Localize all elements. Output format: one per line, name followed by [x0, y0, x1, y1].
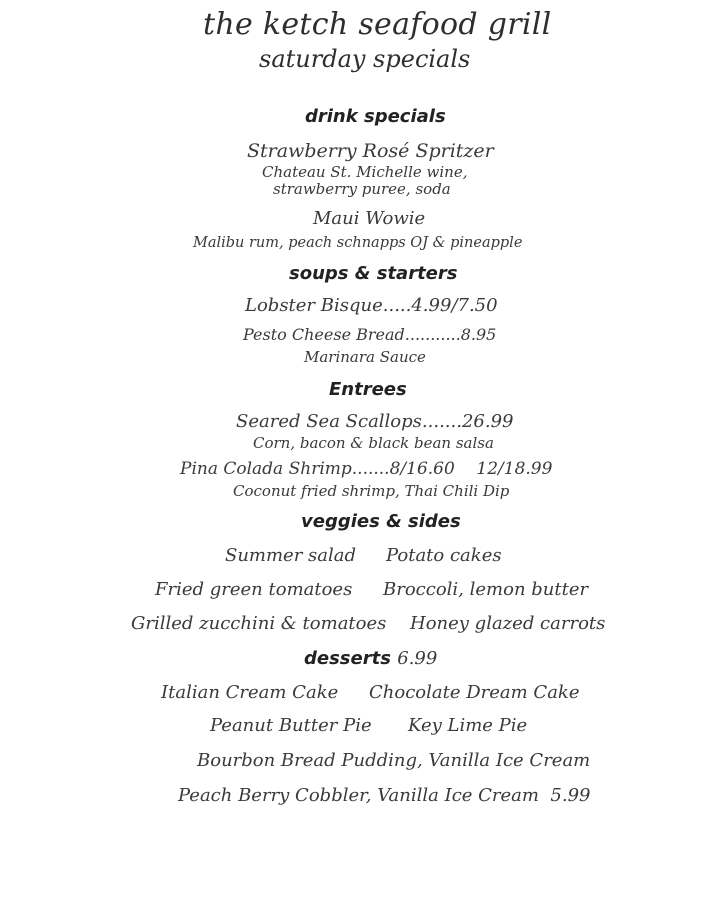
starter-item-description: Marinara Sauce: [304, 348, 426, 366]
dessert-item: Peach Berry Cobbler, Vanilla Ice Cream 5.99: [178, 785, 591, 806]
section-heading-entrees: Entrees: [329, 379, 407, 400]
restaurant-name: the ketch seafood grill: [203, 7, 552, 42]
entree-item: Seared Sea Scallops.......26.99: [236, 411, 514, 432]
starter-item: Pesto Cheese Bread...........8.95: [243, 325, 497, 344]
section-heading-drinks: drink specials: [305, 106, 446, 127]
section-heading-desserts: [304, 650, 437, 668]
entree-item-description: Coconut fried shrimp, Thai Chili Dip: [233, 482, 510, 500]
dessert-item: Chocolate Dream Cake: [369, 682, 580, 703]
side-item: Fried green tomatoes: [155, 579, 353, 600]
drink-item-name: Maui Wowie: [313, 208, 426, 229]
menu-subtitle: saturday specials: [259, 45, 471, 73]
side-item: Broccoli, lemon butter: [383, 579, 589, 600]
dessert-item: Peanut Butter Pie: [210, 715, 372, 736]
side-item: Potato cakes: [386, 545, 502, 566]
dessert-item: Key Lime Pie: [408, 715, 528, 736]
dessert-item: Bourbon Bread Pudding, Vanilla Ice Cream: [197, 750, 591, 771]
drink-item-description: Chateau St. Michelle wine,: [262, 163, 468, 181]
drink-item-description: Malibu rum, peach schnapps OJ & pineapple: [193, 235, 523, 251]
desserts-heading-label: desserts: [304, 648, 391, 669]
starter-item: Lobster Bisque.....4.99/7.50: [245, 295, 498, 316]
entree-item-description: Corn, bacon & black bean salsa: [253, 434, 494, 452]
dessert-item: Italian Cream Cake: [161, 682, 339, 703]
drink-item-name: Strawberry Rosé Spritzer: [247, 140, 494, 162]
side-item: Honey glazed carrots: [410, 613, 606, 634]
section-heading-starters: soups & starters: [289, 263, 458, 284]
side-item: Grilled zucchini & tomatoes: [131, 613, 387, 634]
side-item: Summer salad: [225, 545, 357, 566]
entree-item: Pina Colada Shrimp.......8/16.60 12/18.99: [180, 459, 553, 479]
desserts-price: 6.99: [397, 648, 438, 669]
drink-item-description: strawberry puree, soda: [273, 180, 451, 198]
section-heading-sides: veggies & sides: [301, 511, 461, 532]
